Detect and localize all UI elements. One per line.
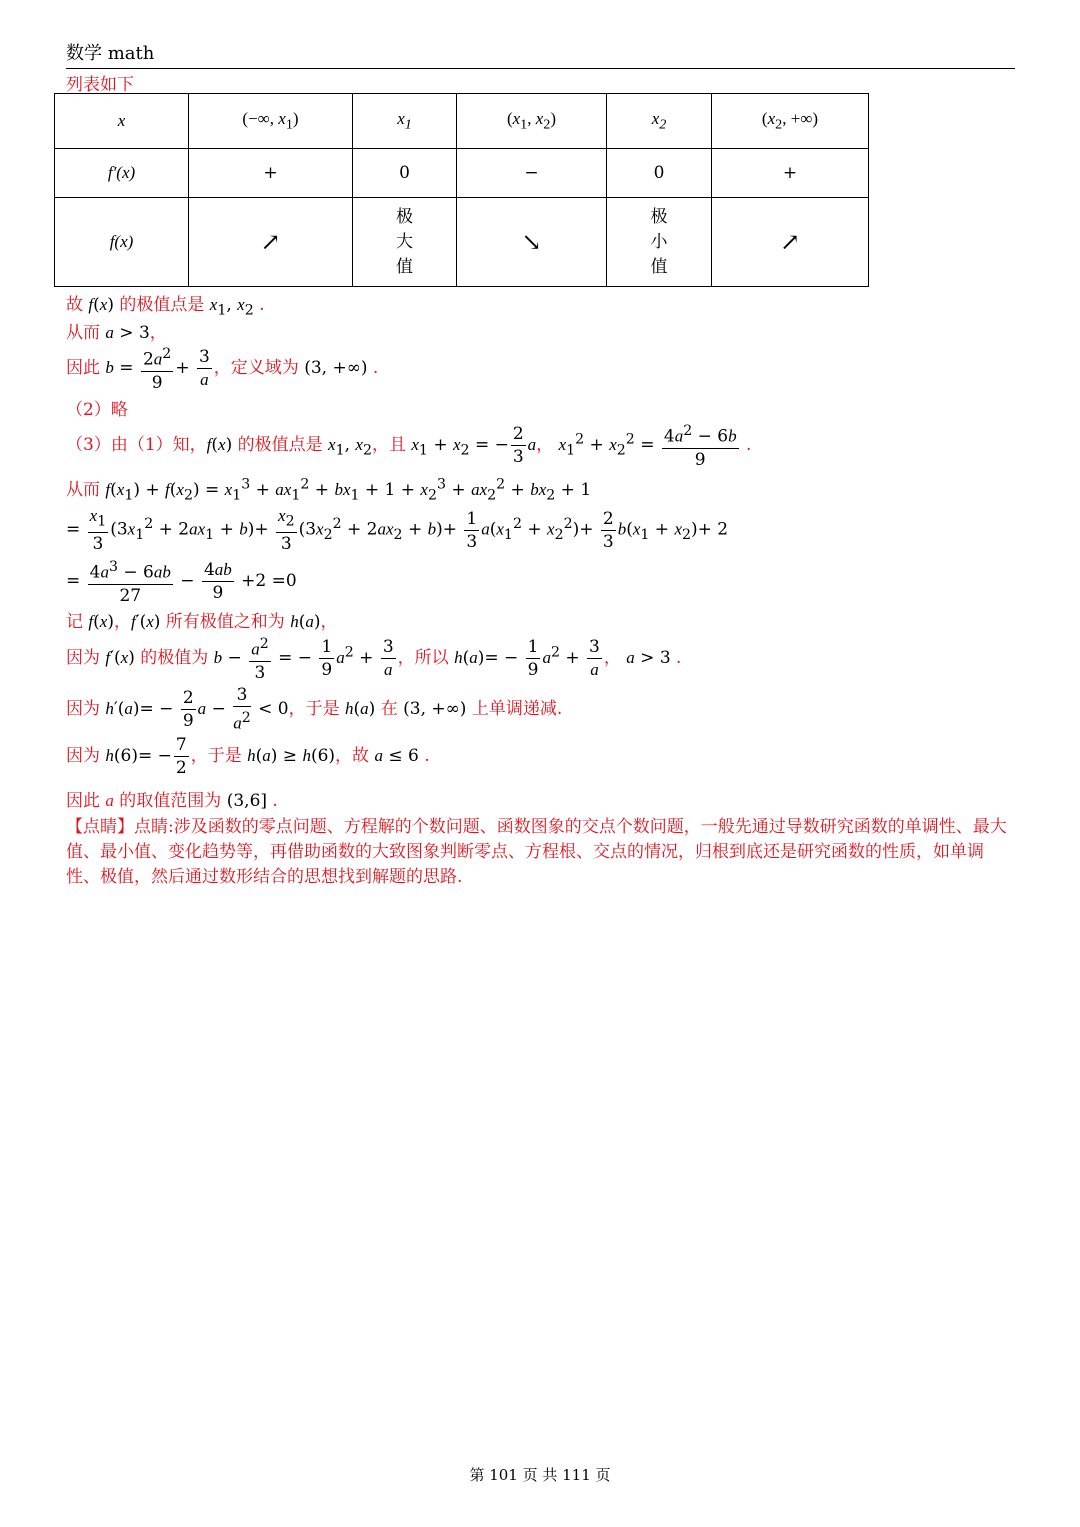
line-expand: = $\frac{x_1}{3}$ $(3x_1^2 + 2ax_1 + b)+$ $\frac{x_2}{3}$ $(3x_2^2 + 2ax_2 + b)+$ $\frac{1}{3}$ $a(x_1^2 + x_2^2)+$ $\frac{2}{3}$ $b(x_1 + x_2)+ 2$ bbox=[66, 506, 729, 555]
table-cell: (−∞, $x_1$) bbox=[189, 94, 353, 149]
header-title: 数学 math bbox=[66, 43, 155, 64]
table-cell: $x_1$ bbox=[353, 94, 457, 149]
page-header bbox=[66, 42, 1015, 69]
sign-table bbox=[54, 93, 869, 287]
table-intro: 列表如下 bbox=[66, 75, 134, 95]
table-cell: $x_2$ bbox=[607, 94, 712, 149]
table-cell: 0 bbox=[353, 149, 457, 198]
line-range: 因此 a 的取值范围为 (3,6] . bbox=[66, 791, 278, 811]
line-h-derivative: 因为 h′(a)= − $\frac{2}{9}$ a − $\frac{3}{a^2}$ < 0，于是 h(a) 在 (3, +∞) 上单调递减. bbox=[66, 685, 563, 733]
table-cell: + bbox=[189, 149, 353, 198]
line-part3-vieta: （3）由（1）知，f(x) 的极值点是 $x_1$, $x_2$，且 $x_1 + x_2$ = − $\frac{2}{3}$ a， $x_1^2 + x_2^2$ = $\frac{4a^2 - 6b}{9}$ . bbox=[66, 420, 751, 471]
increasing-arrow-icon: ↗ bbox=[189, 198, 353, 287]
table-cell-max: 极 大 值 bbox=[353, 198, 457, 287]
line-part2: （2）略 bbox=[66, 400, 128, 420]
table-cell: + bbox=[712, 149, 869, 198]
page-footer: 第 101 页 共 111 页 bbox=[469, 1466, 611, 1484]
line-define-h: 记 f(x)，f′(x) 所有极值之和为 h(a)， bbox=[66, 612, 338, 632]
increasing-arrow-icon: ↗ bbox=[712, 198, 869, 287]
line-a-gt-3: 从而 a > 3， bbox=[66, 323, 167, 343]
line-h6: 因为 h(6)= − $\frac{7}{2}$ ，于是 h(a) ≥ h(6)，故 a ≤ 6 . bbox=[66, 735, 430, 778]
decreasing-arrow-icon: ↘ bbox=[457, 198, 607, 287]
table-cell: 0 bbox=[607, 149, 712, 198]
table-cell: ($x_2$, +∞) bbox=[712, 94, 869, 149]
table-cell: − bbox=[457, 149, 607, 198]
table-cell: f(x) bbox=[55, 198, 189, 287]
table-row-header bbox=[55, 94, 869, 149]
line-sum-f: 从而 $f(x_1) + f(x_2) = x_1^3 + ax_1^2 + bx_1 + 1 + x_2^3 + ax_2^2 + bx_2 + 1$ bbox=[66, 476, 592, 504]
line-extreme-points: 故 f(x) 的极值点是 $x_1$, $x_2$ . bbox=[66, 295, 265, 319]
line-result-zero: = $\frac{4a^3 - 6ab}{27}$ − $\frac{4ab}{9}$ +2 =0 bbox=[66, 556, 297, 607]
note-paragraph: 【点睛】点睛:涉及函数的零点问题、方程解的个数问题、函数图象的交点个数问题，一般先通过导数研究函数的单调性、最大值、最小值、变化趋势等，再借助函数的大致图象判断零点、方程根、交点的情况，归根到底还是研究函数的性质，如单调性、极值，然后通过数形结合的思想找到解题的思路. bbox=[66, 817, 1007, 887]
line-h-expression: 因为 f′(x) 的极值为 b − $\frac{a^2}{3}$ = − $\frac{1}{9}$ $a^2$ + $\frac{3}{a}$ ，所以 h(a)= − $\frac{1}{9}$ $a^2$ + $\frac{3}{a}$ ， a > 3 . bbox=[66, 633, 681, 684]
table-row-fprime bbox=[55, 149, 869, 198]
table-cell: x bbox=[55, 94, 189, 149]
table-cell: ($x_1$, $x_2$) bbox=[457, 94, 607, 149]
table-row-f bbox=[55, 198, 869, 287]
table-cell: f′(x) bbox=[55, 149, 189, 198]
table-cell-min: 极 小 值 bbox=[607, 198, 712, 287]
line-b-expression: 因此 b = $\frac{2a^2}{9}$ + $\frac{3}{a}$ ，定义域为 (3, +∞) . bbox=[66, 343, 378, 394]
